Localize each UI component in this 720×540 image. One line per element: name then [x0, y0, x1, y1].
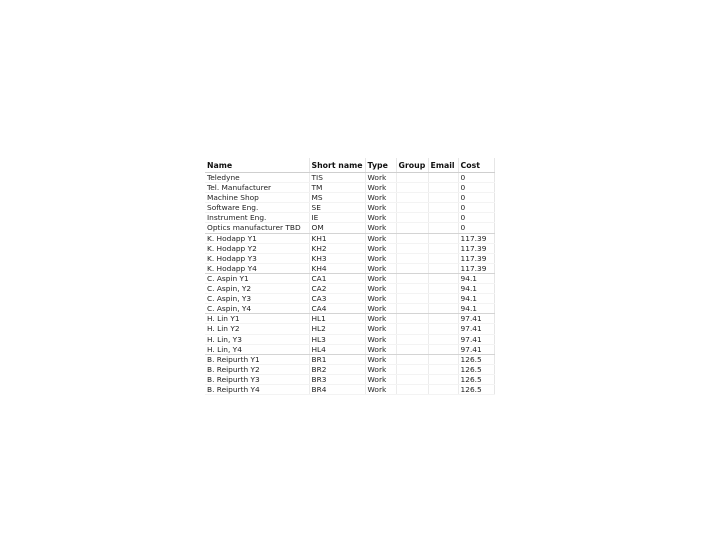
cell-cost: 94.1 — [458, 273, 494, 283]
cell-email — [428, 203, 458, 213]
table-row — [205, 324, 494, 334]
cell-group — [396, 374, 428, 384]
table-row — [205, 374, 494, 384]
cell-short-name: BR2 — [309, 364, 365, 374]
cell-email — [428, 314, 458, 324]
cell-group — [396, 364, 428, 374]
cell-short-name: MS — [309, 193, 365, 203]
table-row — [205, 243, 494, 253]
table-row — [205, 364, 494, 374]
cell-group — [396, 213, 428, 223]
cell-group — [396, 173, 428, 183]
cell-name: H. Lin, Y3 — [205, 334, 309, 344]
cell-cost: 117.39 — [458, 253, 494, 263]
cell-short-name: KH1 — [309, 233, 365, 243]
cell-email — [428, 374, 458, 384]
cell-cost: 0 — [458, 213, 494, 223]
cell-cost: 97.41 — [458, 324, 494, 334]
cell-type: Work — [365, 324, 396, 334]
table-row — [205, 263, 494, 273]
cell-email — [428, 273, 458, 283]
column-header-short-name: Short name — [309, 158, 365, 173]
cell-name: C. Aspin, Y3 — [205, 294, 309, 304]
cell-cost: 117.39 — [458, 243, 494, 253]
cell-type: Work — [365, 334, 396, 344]
cell-name: C. Aspin, Y2 — [205, 284, 309, 294]
cell-group — [396, 223, 428, 233]
cell-cost: 0 — [458, 193, 494, 203]
table-row — [205, 294, 494, 304]
cell-email — [428, 173, 458, 183]
cell-group — [396, 273, 428, 283]
table-body — [205, 173, 494, 395]
cell-email — [428, 183, 458, 193]
cell-email — [428, 253, 458, 263]
cell-group — [396, 203, 428, 213]
cell-cost: 97.41 — [458, 314, 494, 324]
cell-name: H. Lin Y2 — [205, 324, 309, 334]
cell-type: Work — [365, 203, 396, 213]
cell-type: Work — [365, 233, 396, 243]
cell-email — [428, 213, 458, 223]
cell-group — [396, 294, 428, 304]
cell-short-name: HL3 — [309, 334, 365, 344]
cell-name: H. Lin, Y4 — [205, 344, 309, 354]
cell-cost: 0 — [458, 173, 494, 183]
cell-group — [396, 183, 428, 193]
column-header-name: Name — [205, 158, 309, 173]
cell-name: Machine Shop — [205, 193, 309, 203]
cell-group — [396, 384, 428, 394]
cell-name: Tel. Manufacturer — [205, 183, 309, 193]
cell-email — [428, 284, 458, 294]
cell-group — [396, 324, 428, 334]
cell-short-name: KH2 — [309, 243, 365, 253]
cell-email — [428, 364, 458, 374]
cell-short-name: TIS — [309, 173, 365, 183]
cell-short-name: IE — [309, 213, 365, 223]
cell-cost: 126.5 — [458, 384, 494, 394]
cell-name: C. Aspin Y1 — [205, 273, 309, 283]
cell-group — [396, 253, 428, 263]
cell-type: Work — [365, 294, 396, 304]
table-row — [205, 173, 494, 183]
cell-name: Instrument Eng. — [205, 213, 309, 223]
cell-short-name: CA3 — [309, 294, 365, 304]
table-row — [205, 203, 494, 213]
cell-short-name: KH3 — [309, 253, 365, 263]
cell-short-name: CA4 — [309, 304, 365, 314]
cell-group — [396, 233, 428, 243]
cell-type: Work — [365, 243, 396, 253]
cell-type: Work — [365, 263, 396, 273]
cell-type: Work — [365, 183, 396, 193]
table-row — [205, 253, 494, 263]
cell-group — [396, 263, 428, 273]
column-header-email: Email — [428, 158, 458, 173]
table-row — [205, 354, 494, 364]
table-row — [205, 193, 494, 203]
table-row — [205, 334, 494, 344]
cell-cost: 94.1 — [458, 284, 494, 294]
cell-short-name: BR4 — [309, 384, 365, 394]
cell-email — [428, 334, 458, 344]
cell-group — [396, 314, 428, 324]
table-row — [205, 344, 494, 354]
cell-email — [428, 294, 458, 304]
cell-type: Work — [365, 374, 396, 384]
cell-name: B. Reipurth Y2 — [205, 364, 309, 374]
cell-type: Work — [365, 314, 396, 324]
table-row — [205, 314, 494, 324]
cell-email — [428, 354, 458, 364]
cell-name: B. Reipurth Y3 — [205, 374, 309, 384]
cell-type: Work — [365, 223, 396, 233]
cell-cost: 126.5 — [458, 354, 494, 364]
table-row — [205, 284, 494, 294]
cell-cost: 97.41 — [458, 334, 494, 344]
cell-group — [396, 284, 428, 294]
table-row — [205, 384, 494, 394]
cell-name: Software Eng. — [205, 203, 309, 213]
cell-email — [428, 344, 458, 354]
cell-cost: 126.5 — [458, 364, 494, 374]
cell-type: Work — [365, 354, 396, 364]
cell-type: Work — [365, 193, 396, 203]
column-header-group: Group — [396, 158, 428, 173]
cell-type: Work — [365, 173, 396, 183]
column-header-cost: Cost — [458, 158, 494, 173]
cell-type: Work — [365, 344, 396, 354]
cell-group — [396, 354, 428, 364]
cell-short-name: BR1 — [309, 354, 365, 364]
cell-short-name: CA2 — [309, 284, 365, 294]
cell-group — [396, 193, 428, 203]
cell-name: Optics manufacturer TBD — [205, 223, 309, 233]
column-header-type: Type — [365, 158, 396, 173]
cell-group — [396, 304, 428, 314]
cell-short-name: CA1 — [309, 273, 365, 283]
cell-email — [428, 263, 458, 273]
cell-cost: 126.5 — [458, 374, 494, 384]
cell-email — [428, 324, 458, 334]
cell-short-name: HL4 — [309, 344, 365, 354]
cell-group — [396, 344, 428, 354]
cell-cost: 97.41 — [458, 344, 494, 354]
cell-type: Work — [365, 213, 396, 223]
table-row — [205, 304, 494, 314]
cell-email — [428, 223, 458, 233]
cell-short-name: HL1 — [309, 314, 365, 324]
cell-name: H. Lin Y1 — [205, 314, 309, 324]
table-header-row — [205, 158, 494, 173]
cell-group — [396, 243, 428, 253]
cell-cost: 0 — [458, 223, 494, 233]
cell-type: Work — [365, 384, 396, 394]
cell-cost: 0 — [458, 203, 494, 213]
table-row — [205, 183, 494, 193]
cell-name: K. Hodapp Y4 — [205, 263, 309, 273]
cell-email — [428, 193, 458, 203]
cell-name: K. Hodapp Y1 — [205, 233, 309, 243]
cell-short-name: HL2 — [309, 324, 365, 334]
cell-type: Work — [365, 284, 396, 294]
cell-cost: 117.39 — [458, 233, 494, 243]
table-row — [205, 233, 494, 243]
cell-name: B. Reipurth Y4 — [205, 384, 309, 394]
cell-cost: 0 — [458, 183, 494, 193]
cell-name: K. Hodapp Y3 — [205, 253, 309, 263]
table-row — [205, 273, 494, 283]
cell-cost: 94.1 — [458, 294, 494, 304]
cell-short-name: TM — [309, 183, 365, 193]
cell-email — [428, 243, 458, 253]
cell-type: Work — [365, 253, 396, 263]
cell-cost: 117.39 — [458, 263, 494, 273]
cell-group — [396, 334, 428, 344]
cell-short-name: BR3 — [309, 374, 365, 384]
cell-name: Teledyne — [205, 173, 309, 183]
cell-short-name: SE — [309, 203, 365, 213]
cell-short-name: KH4 — [309, 263, 365, 273]
table-row — [205, 213, 494, 223]
cell-email — [428, 304, 458, 314]
cell-type: Work — [365, 364, 396, 374]
cell-cost: 94.1 — [458, 304, 494, 314]
cell-email — [428, 233, 458, 243]
cell-type: Work — [365, 304, 396, 314]
cell-name: K. Hodapp Y2 — [205, 243, 309, 253]
cell-name: B. Reipurth Y1 — [205, 354, 309, 364]
cell-type: Work — [365, 273, 396, 283]
cell-short-name: OM — [309, 223, 365, 233]
cell-email — [428, 384, 458, 394]
cell-name: C. Aspin, Y4 — [205, 304, 309, 314]
table-row — [205, 223, 494, 233]
resource-sheet-table — [205, 158, 495, 395]
